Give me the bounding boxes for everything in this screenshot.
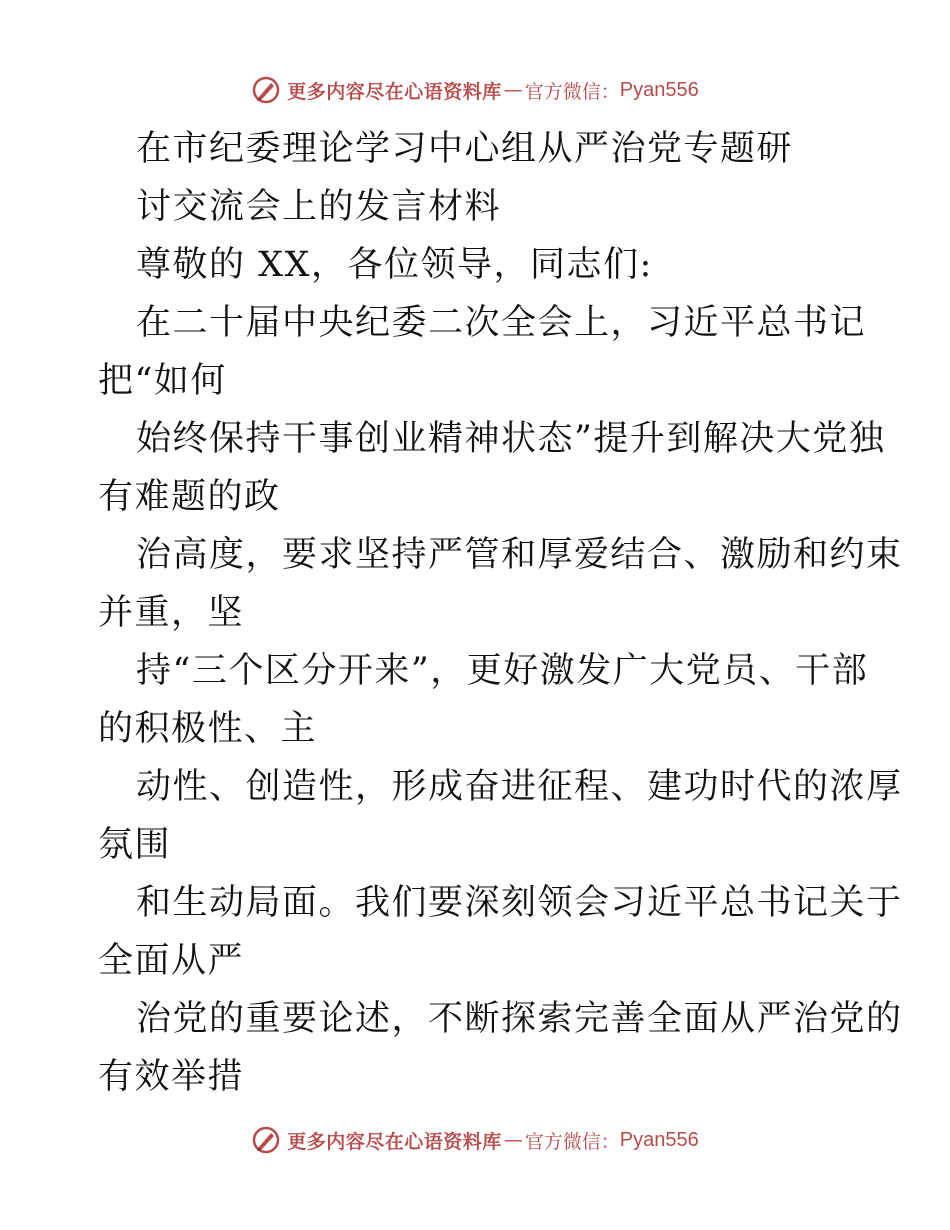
banner-wechat-label: 官方微信：	[524, 80, 620, 103]
banner-dash: —	[503, 79, 523, 101]
text-line: 讨交流会上的发言材料	[136, 187, 502, 227]
text-line: 尊敬的 XX，各位领导，同志们:	[136, 245, 653, 285]
text-line: 持“三个区分开来”，更好激发广大党员、干部	[136, 651, 869, 691]
document-body	[98, 120, 903, 1106]
text-line: 氛围	[98, 825, 172, 865]
banner-title: 更多内容尽在心语资料库	[287, 1130, 502, 1153]
banner-title: 更多内容尽在心语资料库	[287, 80, 502, 103]
text-line: 治党的重要论述，不断探索完善全面从严治党的	[136, 999, 903, 1039]
pen-logo-icon	[251, 1125, 281, 1155]
text-line: 和生动局面。我们要深刻领会习近平总书记关于	[136, 883, 903, 923]
text-line: 的积极性、主	[98, 709, 318, 749]
banner-wechat-label: 官方微信：	[524, 1130, 620, 1153]
pen-logo-icon	[251, 75, 281, 105]
header-banner	[0, 70, 950, 110]
text-line: 有难题的政	[98, 477, 281, 517]
banner-dash: —	[503, 1129, 523, 1151]
banner-wechat-id: Pyan556	[619, 78, 699, 101]
text-line: 把“如何	[98, 361, 227, 401]
text-line: 在市纪委理论学习中心组从严治党专题研	[136, 129, 794, 169]
text-line: 动性、创造性，形成奋进征程、建功时代的浓厚	[136, 767, 903, 807]
footer-banner	[0, 1120, 950, 1160]
text-line: 始终保持干事创业精神状态”提升到解决大党独	[136, 419, 886, 459]
text-line: 在二十届中央纪委二次全会上，习近平总书记	[136, 303, 867, 343]
banner-wechat-id: Pyan556	[619, 1128, 699, 1151]
text-line: 全面从严	[98, 941, 245, 981]
text-line: 并重，坚	[98, 593, 245, 633]
text-line: 治高度，要求坚持严管和厚爱结合、激励和约束	[136, 535, 903, 575]
text-line: 有效举措	[98, 1057, 245, 1097]
